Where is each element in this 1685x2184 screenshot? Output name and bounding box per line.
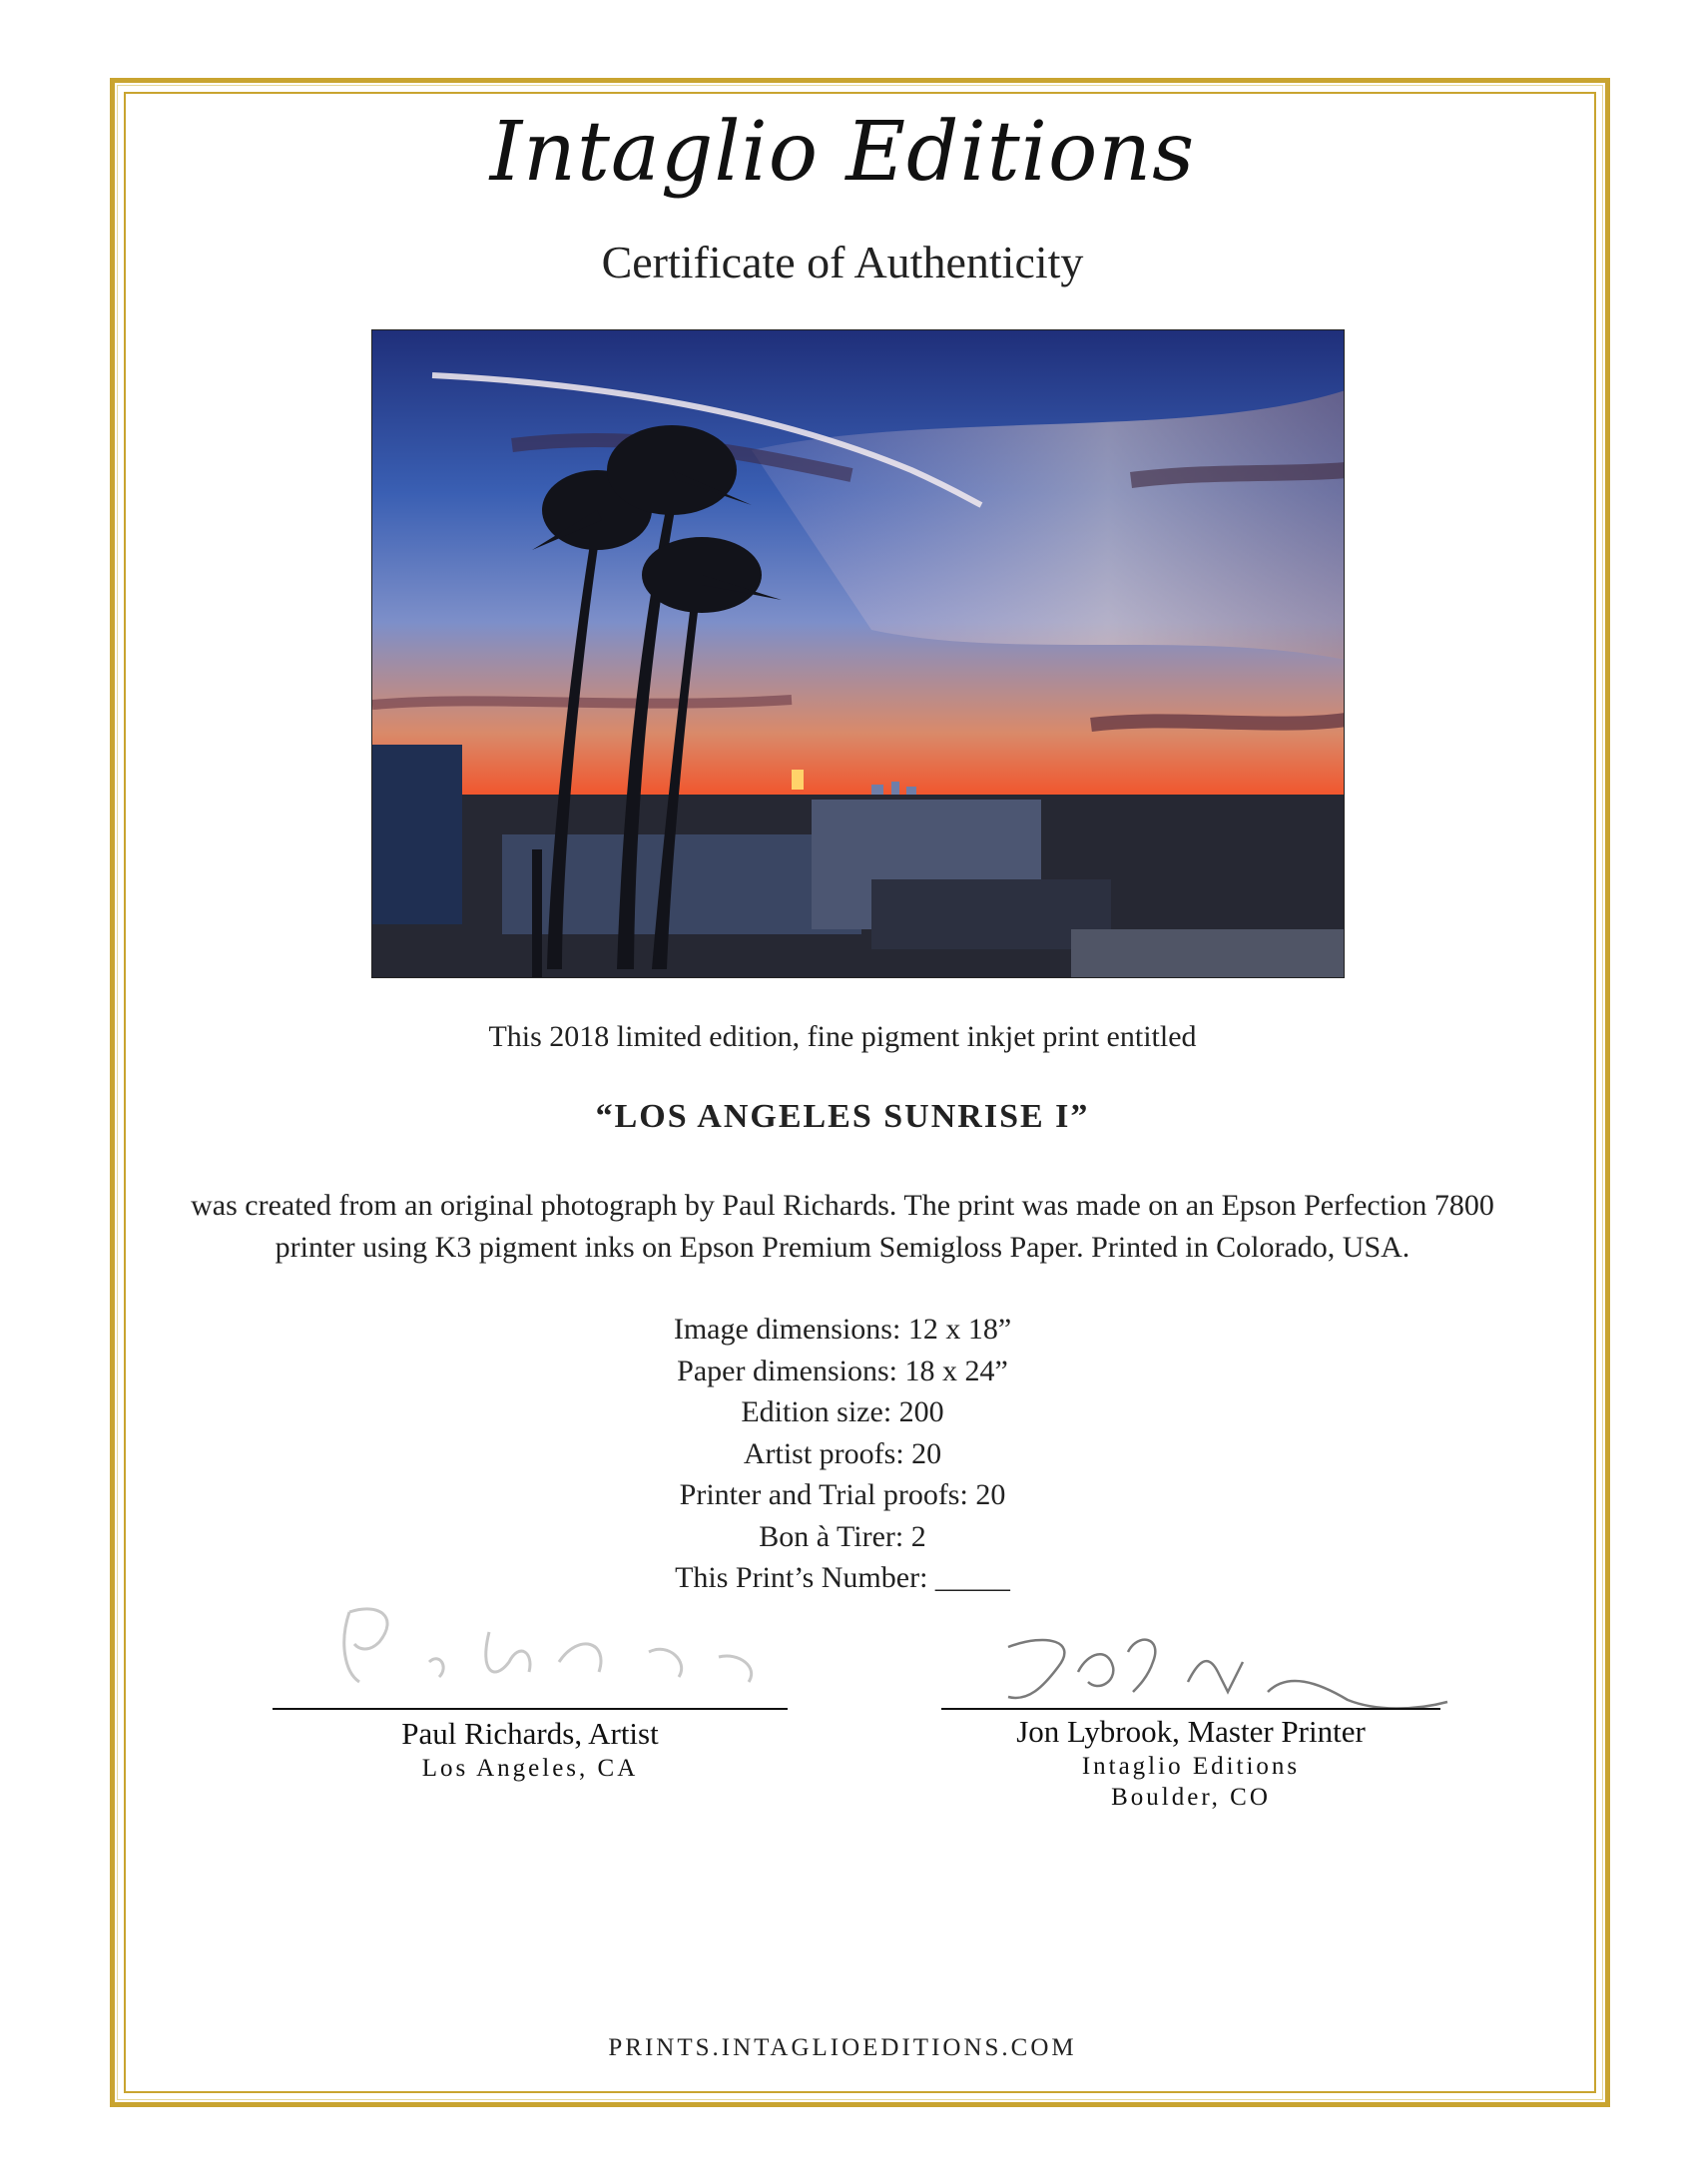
artist-signature-block	[273, 1715, 788, 1784]
brand-title: Intaglio Editions	[489, 105, 1196, 200]
detail-edition-size: Edition size: 200	[741, 1395, 944, 1428]
printer-signature	[988, 1622, 1457, 1722]
detail-paper-dimensions: Paper dimensions: 18 x 24”	[677, 1354, 1008, 1387]
printer-company: Intaglio Editions	[1081, 1753, 1301, 1780]
artist-location: Los Angeles, CA	[421, 1755, 639, 1782]
edition-details	[0, 1309, 1685, 1599]
detail-trial-proofs: Printer and Trial proofs: 20	[679, 1478, 1006, 1511]
printer-signature-line	[941, 1708, 1440, 1710]
printer-name: Jon Lybrook, Master Printer	[1016, 1714, 1366, 1749]
detail-bon-a-tirer: Bon à Tirer: 2	[759, 1519, 926, 1553]
description-line: printer using K3 pigment inks on Epson Premium Semigloss Paper. Printed in Colorado, USA.	[275, 1231, 1410, 1264]
artist-signature	[319, 1572, 789, 1702]
detail-artist-proofs: Artist proofs: 20	[743, 1436, 942, 1470]
printer-location: Boulder, CO	[1111, 1784, 1271, 1811]
artist-name: Paul Richards, Artist	[401, 1716, 659, 1751]
printer-signature-block	[941, 1713, 1440, 1813]
artwork-photo	[371, 329, 1345, 978]
certificate-title: Certificate of Authenticity	[601, 237, 1084, 287]
print-title: “LOS ANGELES SUNRISE I”	[595, 1098, 1090, 1135]
detail-image-dimensions: Image dimensions: 12 x 18”	[673, 1313, 1012, 1346]
footer-url[interactable]: PRINTS.INTAGLIOEDITIONS.COM	[608, 2034, 1077, 2061]
artist-signature-line	[273, 1708, 788, 1710]
print-description	[140, 1185, 1545, 1269]
detail-print-number: This Print’s Number: _____	[675, 1561, 1010, 1594]
description-line: was created from an original photograph by Paul Richards. The print was made on an Epson Perfection 7800	[191, 1189, 1494, 1222]
intro-text: This 2018 limited edition, fine pigment inkjet print entitled	[488, 1020, 1197, 1053]
